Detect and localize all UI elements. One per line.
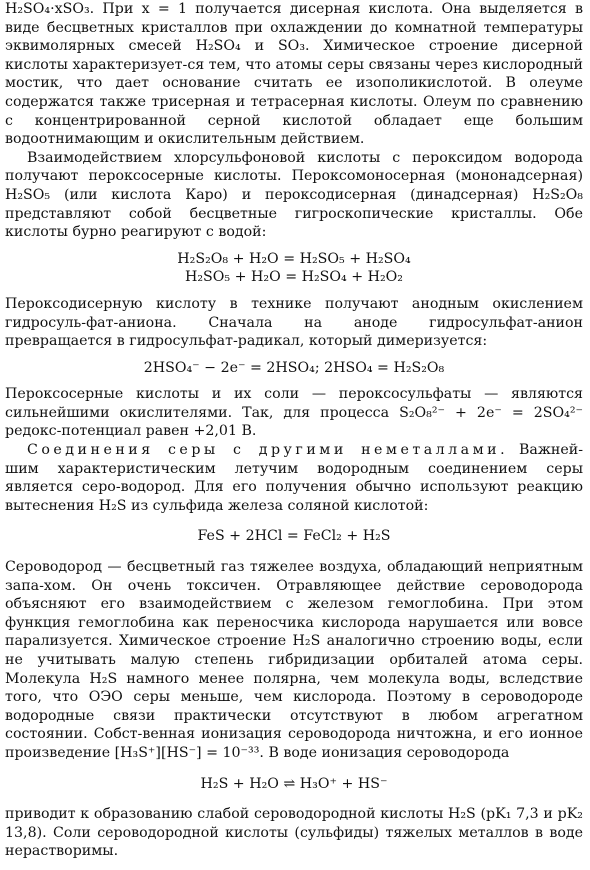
- paragraph-sulfur-nonmetals: [5, 441, 583, 515]
- paragraph-anodic-oxidation: Пероксодисерную кислоту в технике получают анодным окислением гидросуль-фат-аниона. Сначала на аноде гидросульфат-анион превращается в гидросульфат-радикал, который димеризуется:: [5, 295, 583, 350]
- paragraph-peroxo-acids: Взаимодействием хлорсульфоновой кислоты с пероксидом водорода получают пероксосерные кислоты. Пероксомоносерная (мононадсерная) H₂SO₅ (или кислота Каро) и пероксодисерная (динадсерная) H₂S₂O₈ представляют собой бесцветные гигроскопические кристаллы. Обе кислоты бурно реагируют с водой:: [5, 149, 583, 241]
- paragraph-hydrosulfuric-acid: приводит к образованию слабой сероводородной кислоты H₂S (pK₁ 7,3 и pK₂ 13,8). Соли сероводородной кислоты (сульфиды) тяжелых металлов в воде нерастворимы.: [5, 806, 583, 860]
- equation-hydrolysis-2: H₂SO₅ + H₂O = H₂SO₄ + H₂O₂: [185, 269, 403, 286]
- paragraph-hydrogen-sulfide-intro: Важней-шим характеристическим летучим водородным соединением серы является серо-водород. Для его получения обычно используют реакцию вытеснения H₂S из сульфида железа соляной кислотой:: [5, 442, 583, 514]
- paragraph-oleum: H₂SO₄·xSO₃. При x = 1 получается дисерная кислота. Она выделяется в виде бесцветных кристаллов при охлаждении до комнатной температуры эквимолярных смесей H₂SO₄ и SO₃. Химическое строение дисерной кислоты характеризует-ся тем, что атомы серы связаны через кислородный мостик, что дает основание считать ее изополикислотой. В олеуме содержатся также трисерная и тетрасерная кислоты. Олеум по сравнению с концентрированной серной кислотой обладает еще большим водоотнимающим и окислительным действием.: [5, 1, 583, 148]
- equation-hydrolysis-1: H₂S₂O₈ + H₂O = H₂SO₅ + H₂SO₄: [177, 250, 411, 267]
- equation-ionization: H₂S + H₂O ⇌ H₃O⁺ + HS⁻: [200, 775, 388, 792]
- paragraph-peroxosulfates: Пероксосерные кислоты и их соли — пероксосульфаты — являются сильнейшими окислителями. Так, для процесса S₂O₈²⁻ + 2e⁻ = 2SO₄²⁻ редокс-потенциал равен +2,01 В.: [5, 386, 583, 440]
- equation-fes-hcl: FeS + 2HCl = FeCl₂ + H₂S: [197, 528, 391, 545]
- section-heading: Соединения серы с другими неметаллами.: [27, 442, 509, 459]
- equation-dimerization: 2HSO₄⁻ − 2e⁻ = 2HSO₄; 2HSO₄ = H₂S₂O₈: [143, 359, 445, 376]
- paragraph-hydrogen-sulfide: Сероводород — бесцветный газ тяжелее воздуха, обладающий неприятным запа-хом. Он очень токсичен. Отравляющее действие сероводорода объясняют его взаимодействием с железом гемоглобина. При этом функция гемоглобина как переносчика кислорода нарушается или вовсе парализуется. Химическое строение H₂S аналогично строению воды, если не учитывать малую степень гибридизации орбиталей атома серы. Молекула H₂S намного менее полярна, чем молекула воды, вследствие того, что ОЭО серы меньше, чем кислорода. Поэтому в сероводороде водородные связи практически отсутствуют в любом агрегатном состоянии. Собст-венная ионизация сероводорода ничтожна, и его ионное произведение [H₃S⁺][HS⁻] = 10⁻³³. В воде ионизация сероводорода: [5, 559, 583, 761]
